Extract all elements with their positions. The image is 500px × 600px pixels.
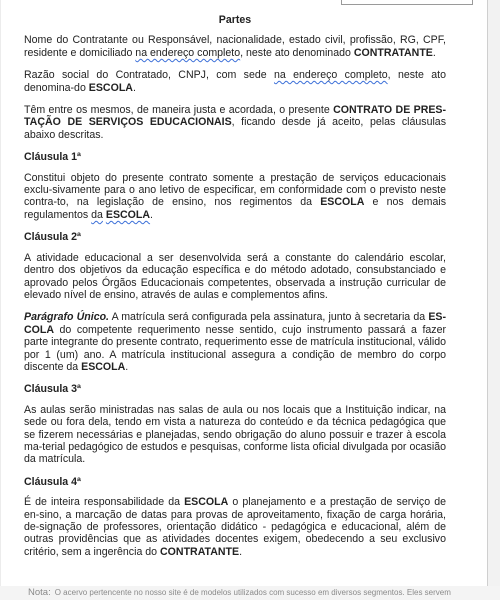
scrollbar[interactable] [488,0,500,586]
footer-note-text: O acervo pertencente no nosso site é de modelos utilizados com sucesso em diversos segmentos. Eles servem [54,588,451,597]
clause-2-heading: Cláusula 2ª [24,231,81,244]
spellcheck-flag: na endereço completo [274,69,388,82]
paragraph-contratado: Razão social do Contratado, CNPJ, com sede na endereço completo, neste ato denomina-do ESCOLA. [24,69,446,94]
spellcheck-flag: da [91,208,103,221]
clause-4-heading: Cláusula 4ª [24,475,81,488]
contract-text [24,14,446,568]
clause-1-text: Constitui objeto do presente contrato somente a prestação de serviços educacionais exclu-sivamente para o ano letivo de especificar, em conformidade com o previsto neste contra-to, na legislação de ensino, nos regimentos da ESCOLA e nos demais regulamentos da ESCOLA. [24,171,447,221]
spellcheck-flag: na endereço completo [135,46,241,59]
footer-note [0,586,500,600]
clause-4-text: É de inteira responsabilidade da ESCOLA o planejamento e a prestação de serviço de en-sino, a marcação de datas para provas de aproveitamento, fixação de carga horária, de-signação de professores, orientação didático - pedagógica e educacional, além de outras providências que as atividades docentes exigem, obedecendo a seu exclusivo critério, sem a ingerência do CONTRATANTE. [24,496,446,558]
top-field-box [341,0,473,5]
doc-title: Partes [218,14,252,26]
paragraph-intro: Têm entre os mesmos, de maneira justa e acordada, o presente CONTRATO DE PRES-TAÇÃO DE SERVIÇOS EDUCACIONAIS, ficando desde já aceito, pelas cláusulas abaixo descritas. [24,104,447,141]
clause-2-text: A atividade educacional a ser desenvolvida será a constante do calendário escolar, dentro dos objetivos da educação específica e do método adotado, consubstanciado e aprovado pelos Órgãos Educacionais competentes, observada a instrução curricular de elevado nível de ensino, através de aulas e complementos afins. [24,251,446,301]
document-page [1,0,488,586]
clause-1-heading: Cláusula 1ª [24,151,81,164]
paragrafo-unico: Parágrafo Único. A matrícula será configurada pela assinatura, junto à secretaria da ES-COLA do competente requerimento nesse sentido, cujo instrumento passará a fazer parte integrante do presente contrato, requerimento esse de matrícula institucional, válido por 1 (um) ano. A matrícula institucional assegura a condição de membro do corpo discente da ESCOLA. [24,311,446,373]
paragraph-contratante: Nome do Contratante ou Responsável, nacionalidade, estado civil, profissão, RG, CPF, residente e domiciliado na endereço completo, neste ato denominado CONTRATANTE. [24,34,446,59]
clause-3-text: As aulas serão ministradas nas salas de aula ou nos locais que a Instituição indicar, na sede ou fora dela, tendo em vista a natureza do conteúdo e da técnica pedagógica que se fizerem necessárias e planejadas, sendo obrigação do aluno possuir e trazer à escola ma-terial pedagógico de estudos e pesquisas, conforme lista oficial divulgada por ocasião da matrícula. [24,403,446,466]
footer-note-label: Nota: [28,587,51,598]
clause-3-heading: Cláusula 3ª [24,383,81,396]
